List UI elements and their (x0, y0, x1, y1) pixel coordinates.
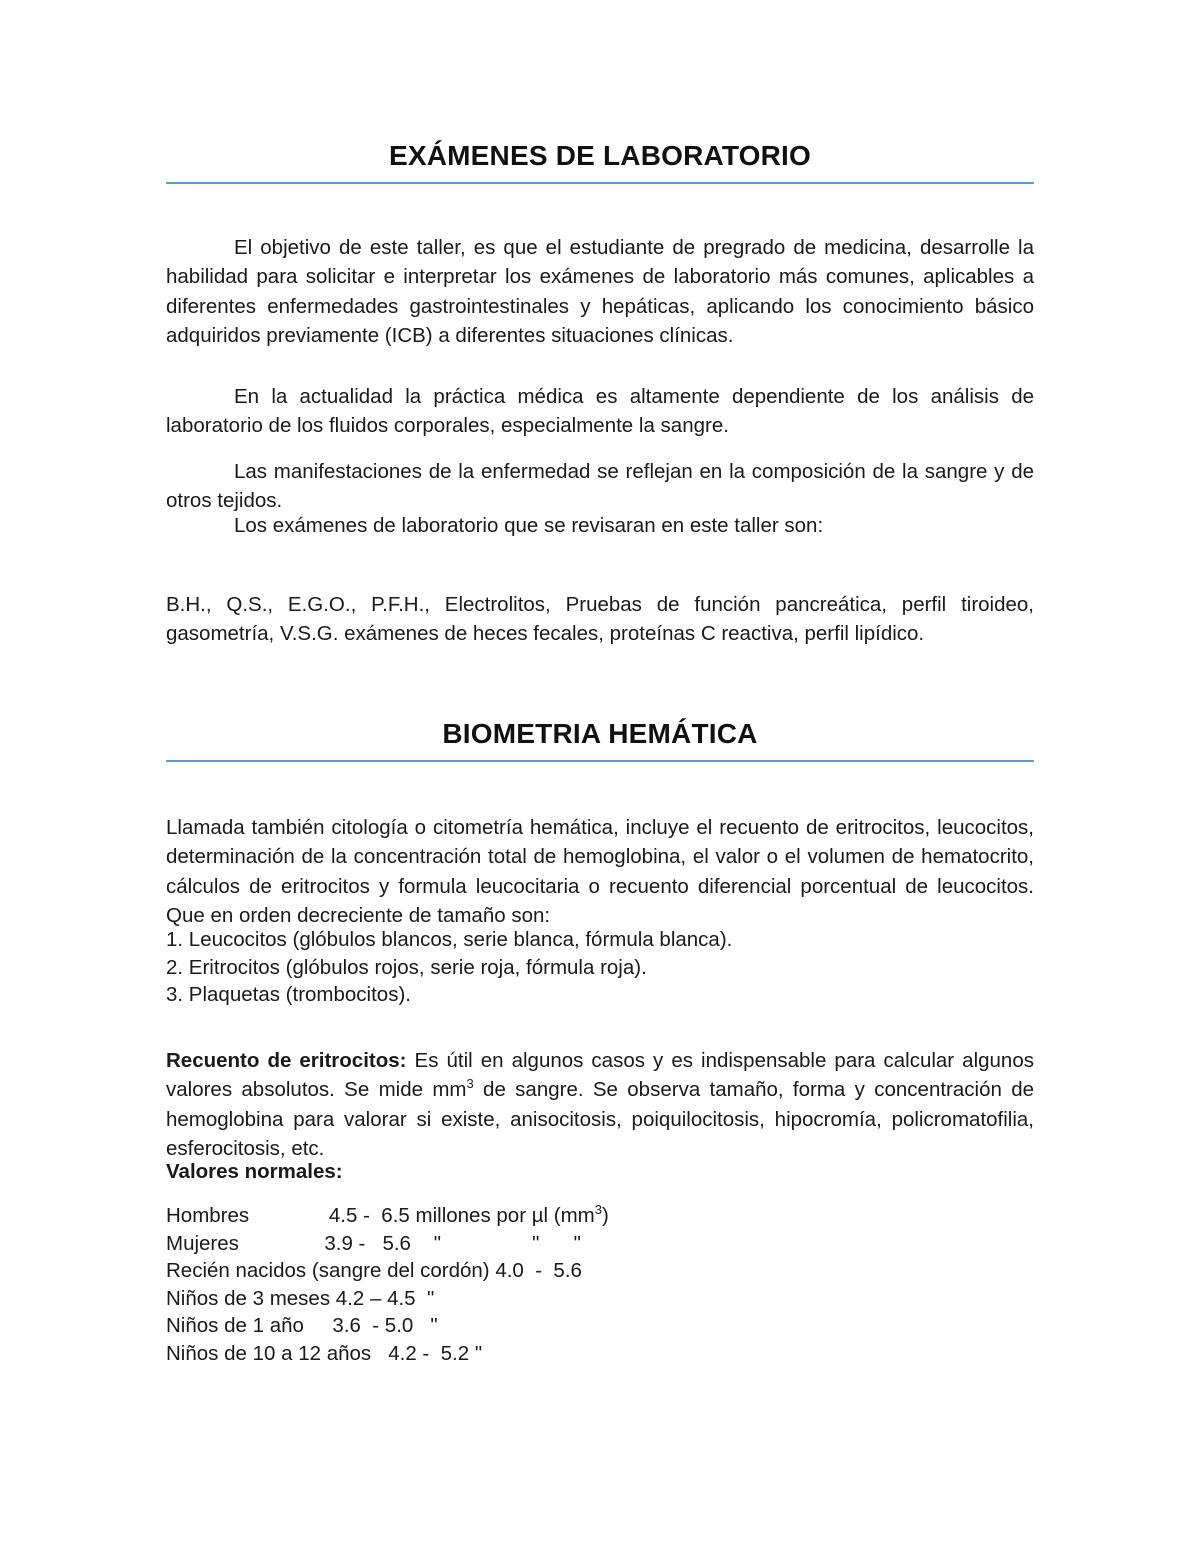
valores-list (166, 1202, 1034, 1367)
valor-mujeres: Mujeres 3.9 - 5.6 " " " (166, 1231, 581, 1255)
recuento-sup: 3 (466, 1076, 474, 1092)
recuento-label: Recuento de eritrocitos: (166, 1048, 407, 1072)
valor-hombres-sup: 3 (594, 1202, 602, 1218)
valor-ninos-1-ano: Niños de 1 año 3.6 - 5.0 " (166, 1314, 438, 1337)
valores-normales-title (166, 1157, 1034, 1187)
valor-ninos-3-meses: Niños de 3 meses 4.2 – 4.5 " (166, 1286, 435, 1310)
section-title-examenes: EXÁMENES DE LABORATORIO (166, 140, 1034, 184)
valor-ninos-10-12: Niños de 10 a 12 años 4.2 - 5.2 " (166, 1341, 483, 1365)
list-item: 1. Leucocitos (glóbulos blancos, serie blanca, fórmula blanca). (166, 928, 733, 951)
paragraph-examenes-intro: Los exámenes de laboratorio que se revisaran en este taller son: (234, 514, 824, 537)
recuento-text-after: de sangre. Se observa tamaño, forma y concentración de hemoglobina para valorar si existe, anisocitosis, poiquilocitosis, hipocromía, policromatofilia, esferocitosis, etc. (166, 1078, 1034, 1160)
paragraph-objetivo: El objetivo de este taller, es que el estudiante de pregrado de medicina, desarrolle la habilidad para solicitar e interpretar los exámenes de laboratorio más comunes, aplicables a diferentes enfermedades gastrointestinales y hepáticas, aplicando los conocimiento básico adquiridos previamente (ICB) a diferentes situaciones clínicas. (166, 235, 1034, 347)
valor-recien-nacidos: Recién nacidos (sangre del cordón) 4.0 - 5.6 (166, 1259, 582, 1282)
valor-hombres (166, 1202, 1034, 1230)
valor-hombres-text: Hombres 4.5 - 6.5 millones por µl (mm (166, 1204, 595, 1227)
list-item: 3. Plaquetas (trombocitos). (166, 983, 411, 1006)
recuento-text-before: Es útil en algunos casos y es indispensable para calcular algunos valores absolutos. Se mide mm (166, 1048, 1034, 1101)
cell-type-list (166, 926, 1034, 1009)
paragraph-actualidad: En la actualidad la práctica médica es altamente dependiente de los análisis de laboratorio de los fluidos corporales, especialmente la sangre. (166, 384, 1034, 437)
paragraph-recuento (166, 1046, 1034, 1164)
paragraph-manifestaciones: Las manifestaciones de la enfermedad se reflejan en la composición de la sangre y de otros tejidos. (166, 459, 1034, 512)
paragraph-examenes-list: B.H., Q.S., E.G.O., P.F.H., Electrolitos, Pruebas de función pancreática, perfil tiroideo, gasometría, V.S.G. exámenes de heces fecales, proteínas C reactiva, perfil lipídico. (166, 592, 1034, 645)
valor-hombres-end: ) (602, 1204, 609, 1227)
paragraph-biometria-intro: Llamada también citología o citometría hemática, incluye el recuento de eritrocitos, leucocitos, determinación de la concentración total de hemoglobina, el valor o el volumen de hematocrito, cálculos de eritrocitos y formula leucocitaria o recuento diferencial porcentual de leucocitos. Que en orden decreciente de tamaño son: (166, 815, 1034, 927)
valores-normales-label: Valores normales: (166, 1160, 343, 1183)
section-title-biometria: BIOMETRIA HEMÁTICA (166, 718, 1034, 762)
list-item: 2. Eritrocitos (glóbulos rojos, serie roja, fórmula roja). (166, 955, 647, 979)
